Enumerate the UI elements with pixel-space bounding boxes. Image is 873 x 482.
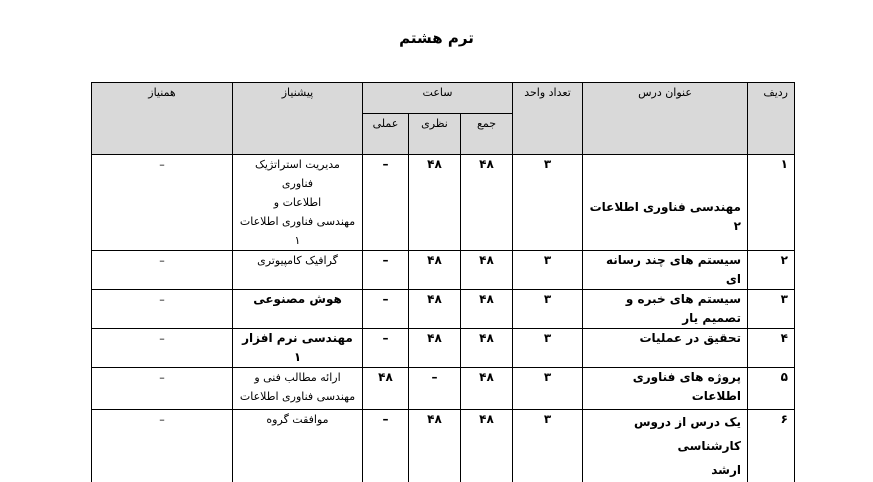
prerequisite-line: اطلاعات و: [239, 193, 356, 212]
table-row: [92, 290, 795, 329]
table-row: [92, 251, 795, 290]
hours-theory: ۴۸: [409, 155, 461, 251]
table-row: [92, 368, 795, 410]
header-corequisite: همنیاز: [92, 83, 233, 155]
hours-practical: –: [363, 251, 409, 290]
hours-total: ۴۸: [461, 290, 513, 329]
hours-theory: ۴۸: [409, 329, 461, 368]
hours-practical: –: [363, 155, 409, 251]
course-name-line: یک درس از دروس کارشناسی: [589, 410, 741, 458]
corequisite-cell: –: [92, 410, 233, 482]
course-units: ۳: [513, 368, 583, 410]
prerequisite-cell: [233, 290, 363, 329]
hours-total: ۴۸: [461, 329, 513, 368]
prerequisite-line: گرافیک کامپیوتری: [239, 251, 356, 270]
prerequisite-line: ارائه مطالب فنی و: [239, 368, 356, 387]
course-name: سیستم های خبره و تصمیم یار: [583, 290, 748, 329]
row-radif: ۲: [748, 251, 795, 290]
prerequisite-line: مهندسی فناوری اطلاعات ۱: [239, 212, 356, 250]
header-prerequisite: پیشنیاز: [233, 83, 363, 155]
corequisite-cell: –: [92, 290, 233, 329]
table-header-row-top: [92, 83, 795, 114]
header-hours: ساعت: [363, 83, 513, 114]
header-radif: ردیف: [748, 83, 795, 155]
prerequisite-cell: [233, 368, 363, 410]
row-radif: ۳: [748, 290, 795, 329]
course-units: ۳: [513, 410, 583, 482]
prerequisite-cell: [233, 410, 363, 482]
hours-theory: –: [409, 368, 461, 410]
corequisite-cell: –: [92, 155, 233, 251]
prerequisite-line: مهندسی نرم افزار ۱: [239, 329, 356, 367]
corequisite-cell: –: [92, 251, 233, 290]
row-radif: ۵: [748, 368, 795, 410]
course-name: مهندسی فناوری اطلاعات ۲: [583, 155, 748, 251]
hours-practical: –: [363, 410, 409, 482]
course-units: ۳: [513, 290, 583, 329]
course-name-line: ارشد: [589, 458, 741, 482]
prerequisite-line: هوش مصنوعی: [239, 290, 356, 309]
header-total: جمع: [461, 114, 513, 155]
header-units: تعداد واحد: [513, 83, 583, 155]
page-title: ترم هشتم: [0, 29, 873, 47]
prerequisite-cell: [233, 329, 363, 368]
hours-practical: –: [363, 329, 409, 368]
corequisite-cell: –: [92, 368, 233, 410]
prerequisite-cell: [233, 251, 363, 290]
prerequisite-cell: [233, 155, 363, 251]
hours-theory: ۴۸: [409, 290, 461, 329]
course-table: [91, 82, 795, 482]
course-name: سیستم های چند رسانه ای: [583, 251, 748, 290]
row-radif: ۱: [748, 155, 795, 251]
table-row: [92, 329, 795, 368]
hours-total: ۴۸: [461, 155, 513, 251]
row-radif: ۴: [748, 329, 795, 368]
hours-practical: –: [363, 290, 409, 329]
prerequisite-line: مهندسی فناوری اطلاعات: [239, 387, 356, 406]
hours-theory: ۴۸: [409, 251, 461, 290]
course-units: ۳: [513, 155, 583, 251]
hours-total: ۴۸: [461, 368, 513, 410]
course-units: ۳: [513, 251, 583, 290]
hours-theory: ۴۸: [409, 410, 461, 482]
hours-total: ۴۸: [461, 410, 513, 482]
prerequisite-line: موافقت گروه: [239, 410, 356, 429]
course-units: ۳: [513, 329, 583, 368]
course-name: پروژه های فناوری اطلاعات: [583, 368, 748, 410]
row-radif: ۶: [748, 410, 795, 482]
course-name: [583, 410, 748, 482]
corequisite-cell: –: [92, 329, 233, 368]
hours-total: ۴۸: [461, 251, 513, 290]
header-course-title: عنوان درس: [583, 83, 748, 155]
table-row: [92, 155, 795, 251]
hours-practical: ۴۸: [363, 368, 409, 410]
course-name: تحقیق در عملیات: [583, 329, 748, 368]
header-theory: نظری: [409, 114, 461, 155]
header-practical: عملی: [363, 114, 409, 155]
prerequisite-line: مدیریت استراتژیک فناوری: [239, 155, 356, 193]
table-row: [92, 410, 795, 482]
